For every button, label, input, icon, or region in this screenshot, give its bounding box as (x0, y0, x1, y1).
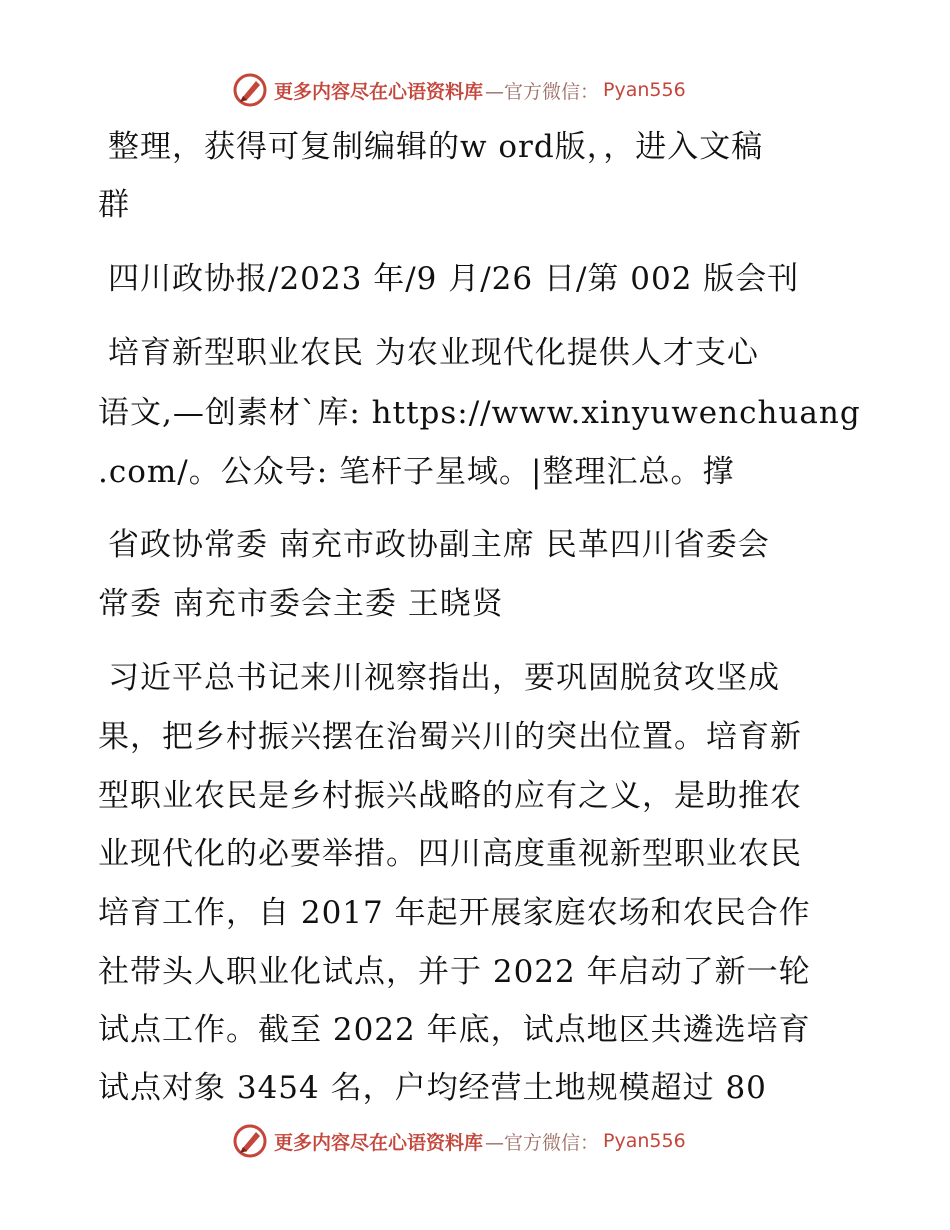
body-line-4: 业现代化的必要举措。四川高度重视新型职业农民 (98, 836, 802, 872)
intro-line-1: 整理，获得可复制编辑的w ord版，，进入文稿 (108, 129, 764, 165)
author-line-2: 常委 南充市委会主委 王晓贤 (98, 586, 504, 622)
watermark-banner-bottom (232, 1121, 686, 1161)
source-line: 四川政协报/2023 年/9 月/26 日/第 002 版会刊 (108, 261, 800, 297)
body-line-6: 社带头人职业化试点，并于 2022 年启动了新一轮 (98, 954, 811, 990)
pen-logo-icon (232, 72, 268, 108)
watermark-separator: —官方微信： (485, 1131, 600, 1154)
watermark-label: 更多内容尽在心语资料库 (274, 1131, 484, 1154)
watermark-separator: —官方微信： (485, 80, 600, 103)
watermark-banner-top (232, 70, 686, 110)
body-line-1: 习近平总书记来川视察指出，要巩固脱贫攻坚成 (108, 660, 780, 696)
body-line-8: 试点对象 3454 名，户均经营土地规模超过 80 (98, 1070, 767, 1106)
watermark-wechat-id: Pyan556 (603, 1130, 686, 1152)
pen-logo-icon (232, 1123, 268, 1159)
body-line-7: 试点工作。截至 2022 年底，试点地区共遴选培育 (98, 1012, 811, 1048)
author-line-1: 省政协常委 南充市政协副主席 民革四川省委会 (108, 527, 770, 563)
watermark-label: 更多内容尽在心语资料库 (274, 80, 484, 103)
watermark-wechat-id: Pyan556 (603, 79, 686, 101)
title-line-1: 培育新型职业农民 为农业现代化提供人才支心 (108, 335, 759, 371)
intro-line-2: 群 (98, 187, 130, 223)
title-line-3: .com/。公众号: 笔杆子星域。|整理汇总。撑 (98, 454, 735, 490)
body-line-3: 型职业农民是乡村振兴战略的应有之义，是助推农 (98, 778, 802, 814)
body-line-2: 果，把乡村振兴摆在治蜀兴川的突出位置。培育新 (98, 719, 802, 755)
body-line-5: 培育工作，自 2017 年起开展家庭农场和农民合作 (98, 895, 811, 931)
title-line-2: 语文,—创素材`库: https://www.xinyuwenchuang (98, 395, 861, 431)
